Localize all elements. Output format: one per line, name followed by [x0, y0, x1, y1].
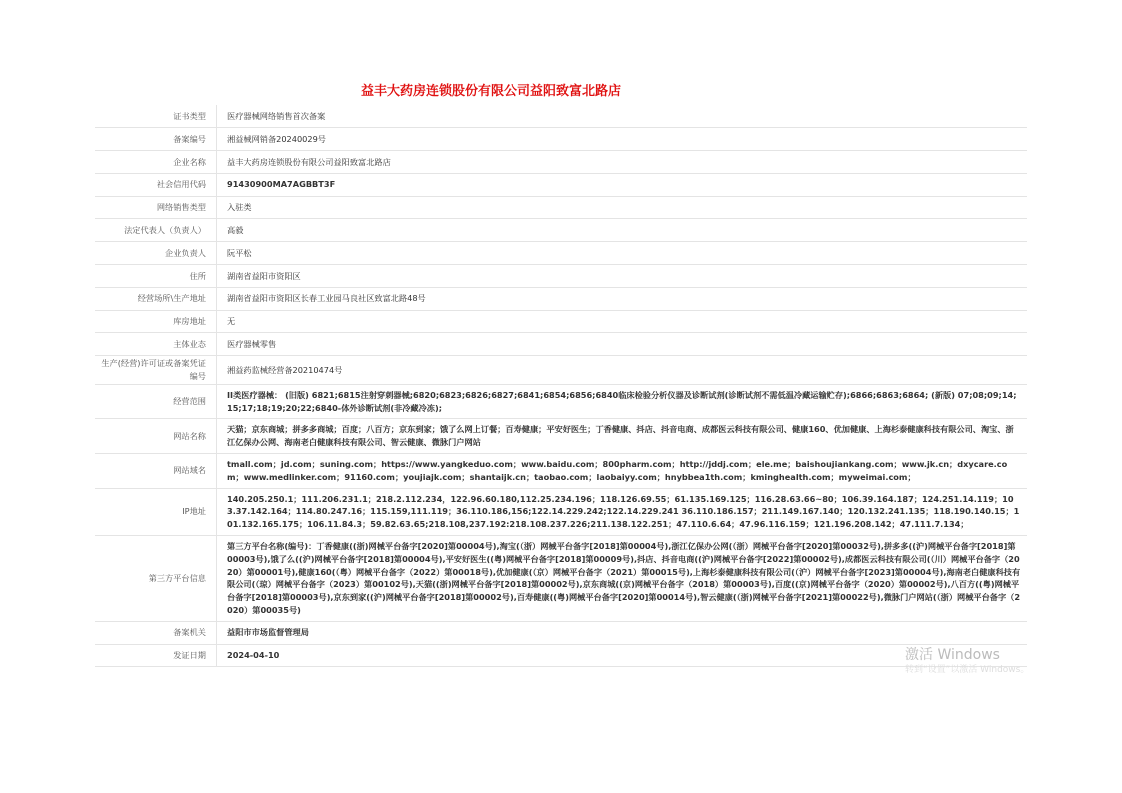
table-row — [95, 128, 1027, 151]
title-text: 益丰大药房连锁股份有限公司益阳致富北路店 — [360, 84, 621, 99]
field-value: tmall.com；jd.com；suning.com；https://www.yangkeduo.com；www.baidu.com；800pharm.com；http://jddj.com；ele.me；baishoujiankang.com；www.jk.cn；dxycare.com；www.medlinker.com；91160.com；youjiajk.com；shantaijk.cn；taobao.com；laobaiyy.com；hnybbea1th.com；kminghealth.com；myweimai.com； — [217, 454, 1028, 489]
field-value: 阮平松 — [217, 242, 1028, 265]
field-label: IP地址 — [95, 488, 217, 535]
table-row — [95, 644, 1027, 667]
windows-activation-subtext: 转到“设置”以激活 Windows。 — [905, 665, 1030, 675]
table-row — [95, 196, 1027, 219]
table-row — [95, 454, 1027, 489]
field-value: 医疗器械网络销售首次备案 — [217, 105, 1028, 128]
field-value: 第三方平台名称(编号)：丁香健康((浙)网械平台备字[2020]第00004号),淘宝(（浙）网械平台备字[2018]第00004号),浙江亿保办公网(（浙）网械平台备字[2020]第00032号),拼多多((沪)网械平台备字[2018]第00003号),饿了么((沪)网械平台备字[2018]第00004号),平安好医生((粤)网械平台备字[2018]第00009号),抖店、抖音电商((沪)网械平台备字[2022]第00002号),成都医云科技有限公司(（川）网械平台备字（2020）第00001号),健康160(（粤）网械平台备字（2022）第00018号),优加健康(（京）网械平台备字（2021）第00015号),上海杉泰健康科技有限公司(（沪）网械平台备字[2023]第00004号),海南老白健康科技有限公司(（琼）网械平台备字（2023）第00102号),天猫((浙)网械平台备字[2018]第00002号),京东商城((京)网械平台备字（2018）第00003号),百度((京)网械平台备字（2020）第00002号),八百方((粤)网械平台备字[2018]第00003号),京东到家((沪)网械平台备字[2018]第00002号),百寿健康((粤)网械平台备字[2020]第00014号),智云健康(（浙)网械平台备字[2021]第00022号),微脉门户网站(（浙）网械平台备字（2020）第00035号) — [217, 536, 1028, 622]
table-row — [95, 621, 1027, 644]
field-label: 生产(经营)许可证或备案凭证编号 — [95, 356, 217, 385]
page-title — [0, 80, 1122, 99]
table-row — [95, 356, 1027, 385]
field-value: 湖南省益阳市资阳区 — [217, 265, 1028, 288]
field-label: 企业名称 — [95, 151, 217, 174]
windows-activation-watermark: 激活 Windows — [905, 647, 1000, 663]
field-value: 天猫；京东商城；拼多多商城；百度；八百方；京东到家；饿了么网上订餐；百寿健康；平安好医生；丁香健康、抖店、抖音电商、成都医云科技有限公司、健康160、优加健康、上海杉泰健康科技有限公司、淘宝、浙江亿保办公网、海南老白健康科技有限公司、智云健康、微脉门户网站 — [217, 419, 1028, 454]
field-label: 备案编号 — [95, 128, 217, 151]
field-value: 益丰大药房连锁股份有限公司益阳致富北路店 — [217, 151, 1028, 174]
field-label: 备案机关 — [95, 621, 217, 644]
record-table — [95, 105, 1027, 667]
table-row — [95, 151, 1027, 174]
field-value: II类医疗器械： (旧版) 6821;6815注射穿刺器械;6820;6823;6826;6827;6841;6854;6856;6840临床检验分析仪器及诊断试剂(诊断试剂不需低温冷藏运输贮存);6866;6863;6864; (新版) 07;08;09;14;15;17;18;19;20;22;6840-体外诊断试剂(非冷藏冷冻); — [217, 384, 1028, 419]
field-value: 2024-04-10 — [217, 644, 1028, 667]
table-row — [95, 333, 1027, 356]
field-value: 无 — [217, 310, 1028, 333]
field-label: 住所 — [95, 265, 217, 288]
field-label: 第三方平台信息 — [95, 536, 217, 622]
table-row — [95, 419, 1027, 454]
table-row — [95, 488, 1027, 535]
field-value: 湘益药监械经营备20210474号 — [217, 356, 1028, 385]
table-row — [95, 536, 1027, 622]
field-label: 网站域名 — [95, 454, 217, 489]
field-label: 经营范围 — [95, 384, 217, 419]
field-value: 91430900MA7AGBBT3F — [217, 173, 1028, 196]
field-value: 湘益械网销备20240029号 — [217, 128, 1028, 151]
table-row — [95, 173, 1027, 196]
field-value: 入驻类 — [217, 196, 1028, 219]
field-label: 发证日期 — [95, 644, 217, 667]
table-row — [95, 265, 1027, 288]
field-label: 网络销售类型 — [95, 196, 217, 219]
field-value: 高毅 — [217, 219, 1028, 242]
field-value: 湖南省益阳市资阳区长春工业园马良社区致富北路48号 — [217, 287, 1028, 310]
table-row — [95, 384, 1027, 419]
field-label: 企业负责人 — [95, 242, 217, 265]
table-row — [95, 105, 1027, 128]
field-label: 经营场所\生产地址 — [95, 287, 217, 310]
field-label: 社会信用代码 — [95, 173, 217, 196]
table-row — [95, 310, 1027, 333]
table-row — [95, 242, 1027, 265]
table-row — [95, 219, 1027, 242]
field-label: 法定代表人（负责人） — [95, 219, 217, 242]
field-label: 库房地址 — [95, 310, 217, 333]
table-row — [95, 287, 1027, 310]
field-value: 140.205.250.1；111.206.231.1；218.2.112.234，122.96.60.180,112.25.234.196；118.126.69.55；61.135.169.125；116.28.63.66~80；106.39.164.187；124.251.14.119；103.37.142.164；114.80.247.16；115.159,111.119；36.110.186,156;122.14.229.242;122.14.229.241 36.110.186.157；211.149.167.140；120.132.241.135；118.190.140.15；101.132.165.175；106.11.84.3；59.82.63.65;218.108,237.192:218.108.237.226;211.138.122.251；47.110.6.64；47.96.116.159；121.196.208.142；47.111.7.134； — [217, 488, 1028, 535]
field-value: 益阳市市场监督管理局 — [217, 621, 1028, 644]
field-label: 主体业态 — [95, 333, 217, 356]
field-label: 证书类型 — [95, 105, 217, 128]
field-label: 网站名称 — [95, 419, 217, 454]
field-value: 医疗器械零售 — [217, 333, 1028, 356]
